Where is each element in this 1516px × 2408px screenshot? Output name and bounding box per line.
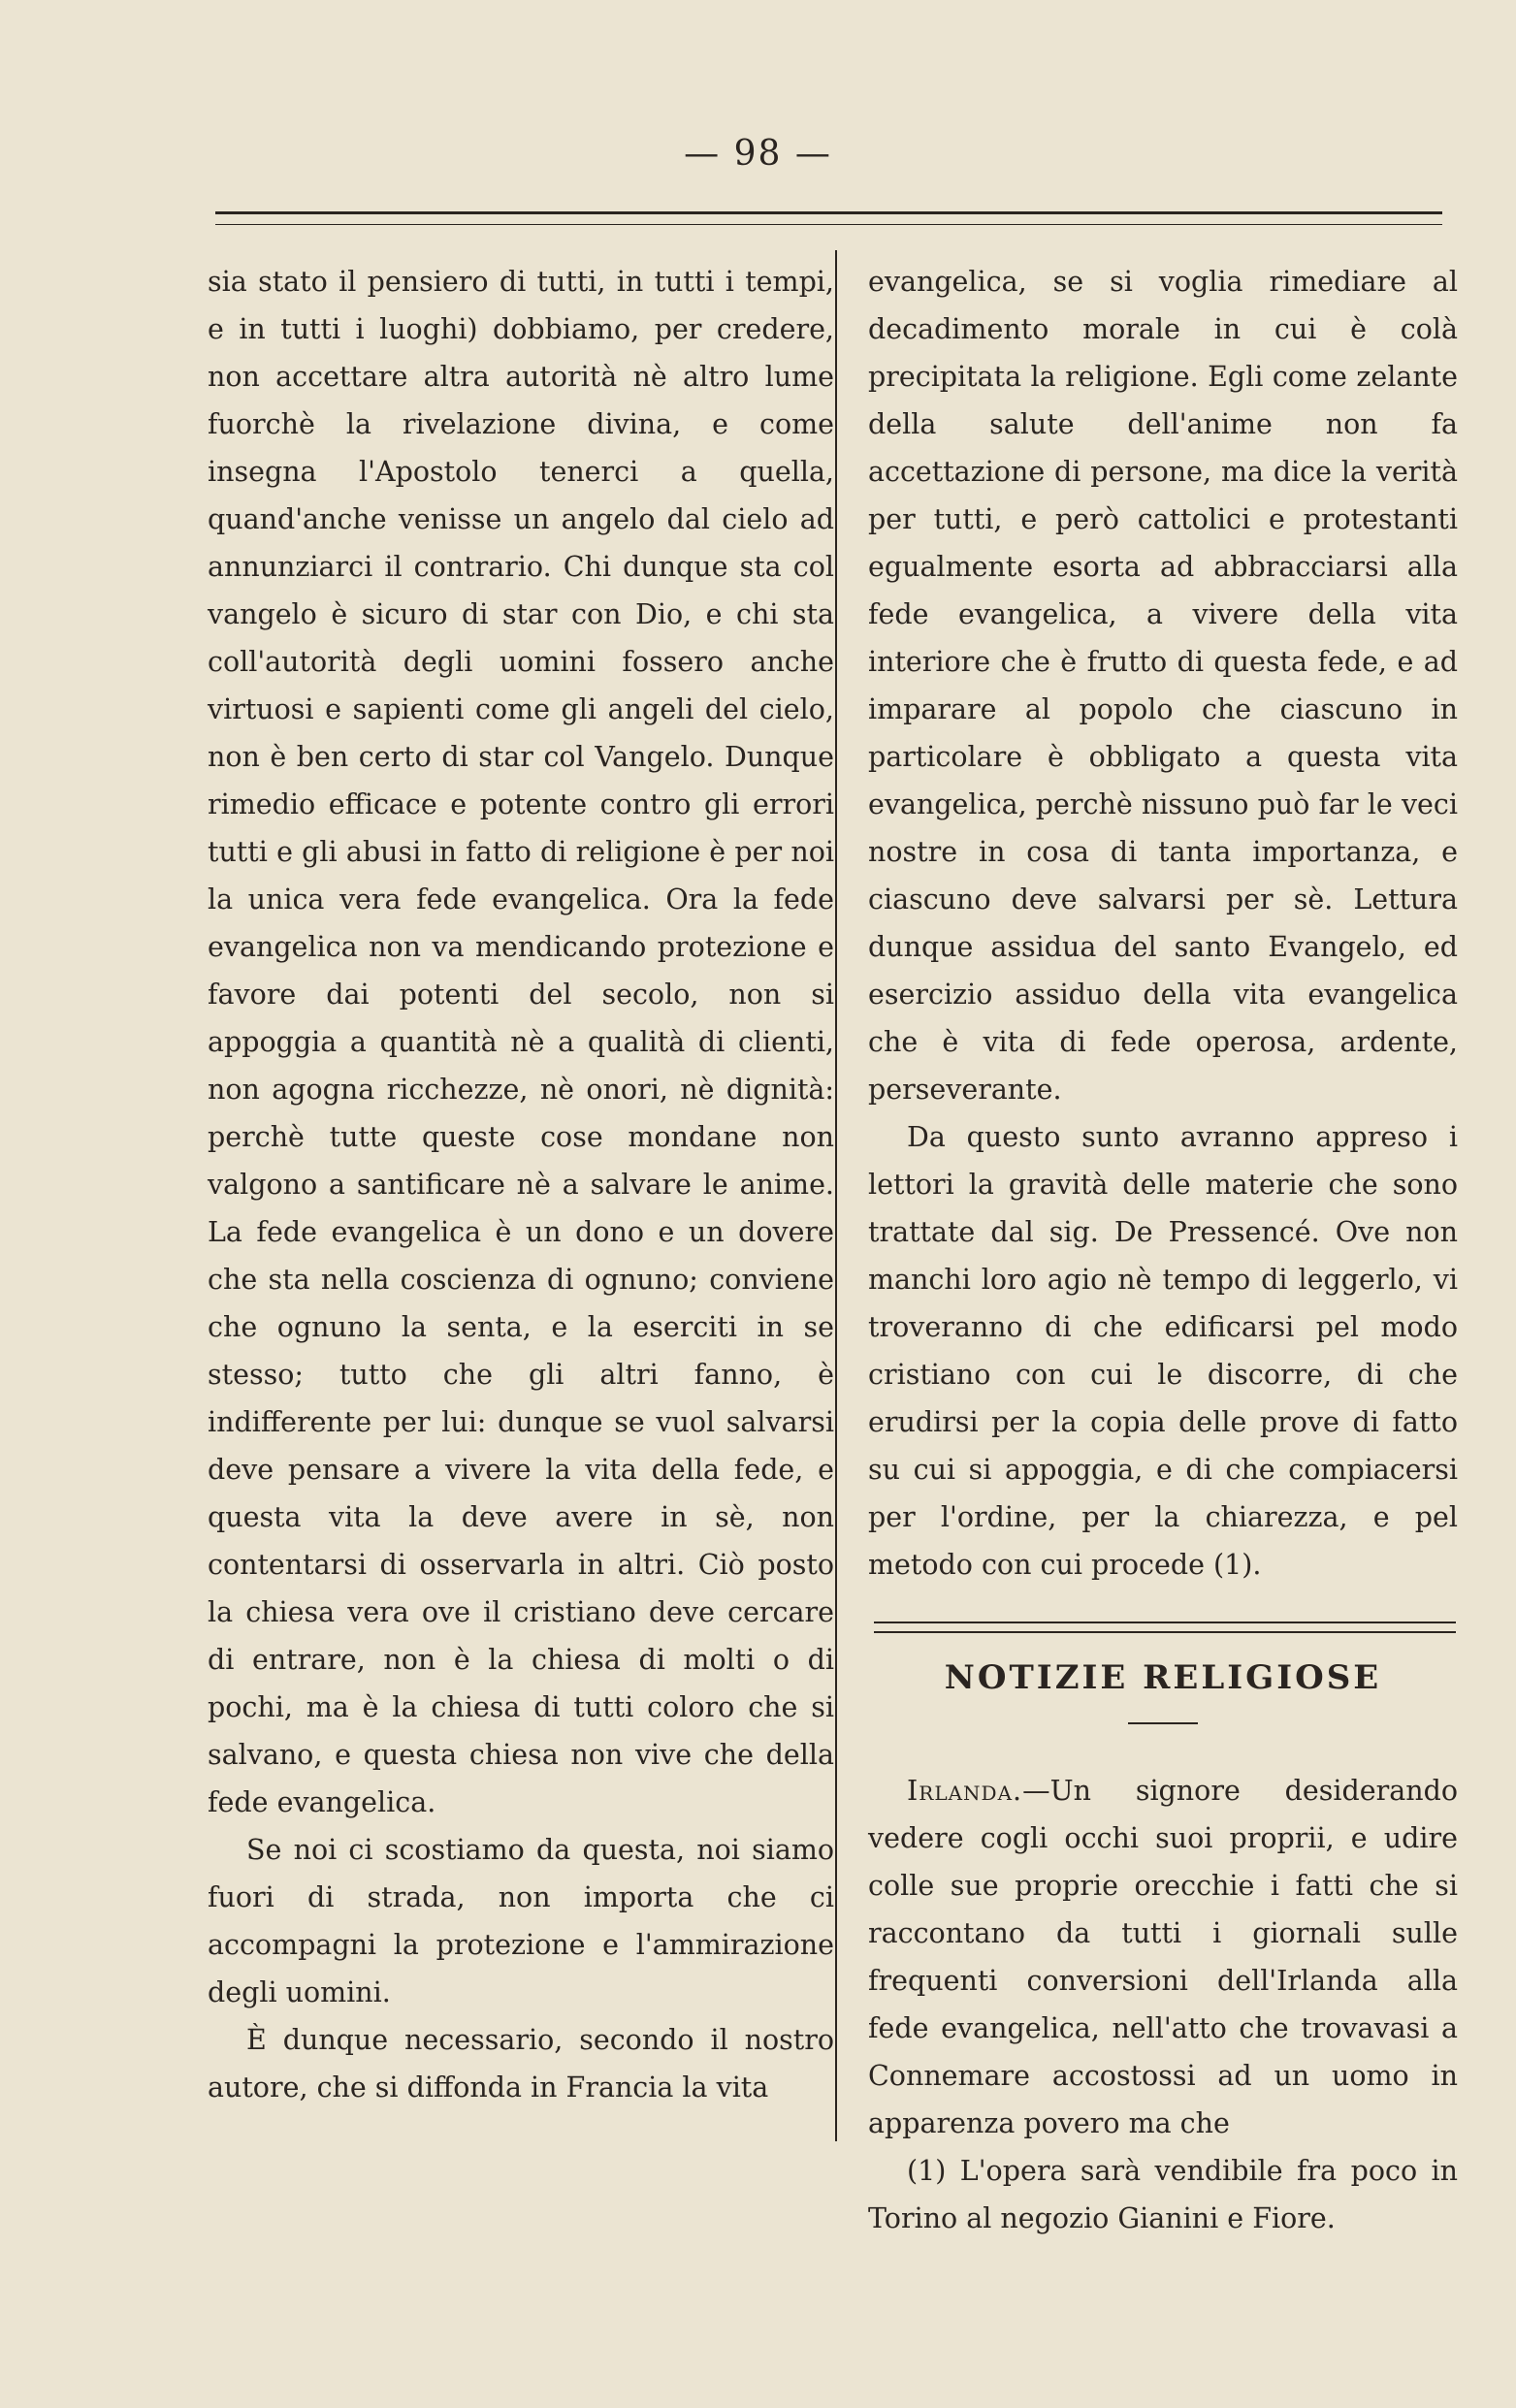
section-rule [874,1621,1456,1633]
left-paragraph-2: Se noi ci scostiamo da questa, noi siamo fuori di strada, non importa che ci accompagni la protezione e l'ammirazione degli uomini. [208,1834,834,2008]
section-title: NOTIZIE RELIGIOSE [944,1658,1382,1697]
column-divider [835,250,837,2141]
right-paragraph-2: Da questo sunto avranno appreso i lettori la gravità delle materie che sono trattate dal sig. De Pressencé. Ove non manchi loro agio nè tempo di leggerlo, vi troveranno di che edificarsi pel modo cristiano con cui le discorre, di che erudirsi per la copia delle prove di fatto su cui si appoggia, e di che compiacersi per l'ordine, per la chiarezza, e pel metodo con cui procede (1). [868,1121,1458,1581]
news-lead: Irlanda. [907,1775,1023,1807]
left-paragraph-3: È dunque necessario, secondo il nostro autore, che si diffonda in Francia la vita [208,2024,834,2103]
header-rule [215,211,1442,225]
news-text: —Un signore desiderando vedere cogli occhi suoi proprii, e udire colle sue proprie orecchie i fatti che si raccontano da tutti i giornali sulle frequenti conversioni dell'Irlanda alla fede evangelica, nell'atto che trovavasi a Connemare accostossi ad un uomo in apparenza povero ma che [868,1775,1458,2139]
right-paragraph-1: evangelica, se si voglia rimediare al decadimento morale in cui è colà precipitata la religione. Egli come zelante della salute dell'anime non fa accettazione di persone, ma dice la verità per tutti, e però cattolici e protestanti egualmente esorta ad abbracciarsi alla fede evangelica, a vivere della vita interiore che è frutto di questa fede, e ad imparare al popolo che ciascuno in particolare è obbligato a questa vita evangelica, perchè nissuno può far le veci nostre in cosa di tanta importanza, e ciascuno deve salvarsi per sè. Lettura dunque assidua del santo Evangelo, ed esercizio assiduo della vita evangelica che è vita di fede operosa, ardente, perseverante. [868,266,1458,1106]
title-underline [1128,1722,1198,1724]
footnote: (1) L'opera sarà vendibile fra poco in Torino al negozio Gianini e Fiore. [868,2155,1458,2234]
left-column [208,258,834,2111]
page-number: — 98 — [684,134,832,174]
left-paragraph-1: sia stato il pensiero di tutti, in tutti i tempi, e in tutti i luoghi) dobbiamo, per credere, non accettare altra autorità nè altro lume fuorchè la rivelazione divina, e come insegna l'Apostolo tenerci a quella, quand'anche venisse un angelo dal cielo ad annunziarci il contrario. Chi dunque sta col vangelo è sicuro di star con Dio, e chi sta coll'autorità degli uomini fossero anche virtuosi e sapienti come gli angeli del cielo, non è ben certo di star col Vangelo. Dunque rimedio efficace e potente contro gli errori tutti e gli abusi in fatto di religione è per noi la unica vera fede evangelica. Ora la fede evangelica non va mendicando protezione e favore dai potenti del secolo, non si appoggia a quantità nè a qualità di clienti, non agogna ricchezze, nè onori, nè dignità: perchè tutte queste cose mondane non valgono a santificare nè a salvare le anime. La fede evangelica è un dono e un dovere che sta nella coscienza di ognuno; conviene che ognuno la senta, e la eserciti in se stesso; tutto che gli altri fanno, è indifferente per lui: dunque se vuol salvarsi deve pensare a vivere la vita della fede, e questa vita la deve avere in sè, non contentarsi di osservarla in altri. Ciò posto la chiesa vera ove il cristiano deve cercare di entrare, non è la chiesa di molti o di pochi, ma è la chiesa di tutti coloro che si salvano, e questa chiesa non vive che della fede evangelica. [208,266,834,1818]
right-column [868,258,1458,2242]
news-paragraph [868,1767,1458,2147]
